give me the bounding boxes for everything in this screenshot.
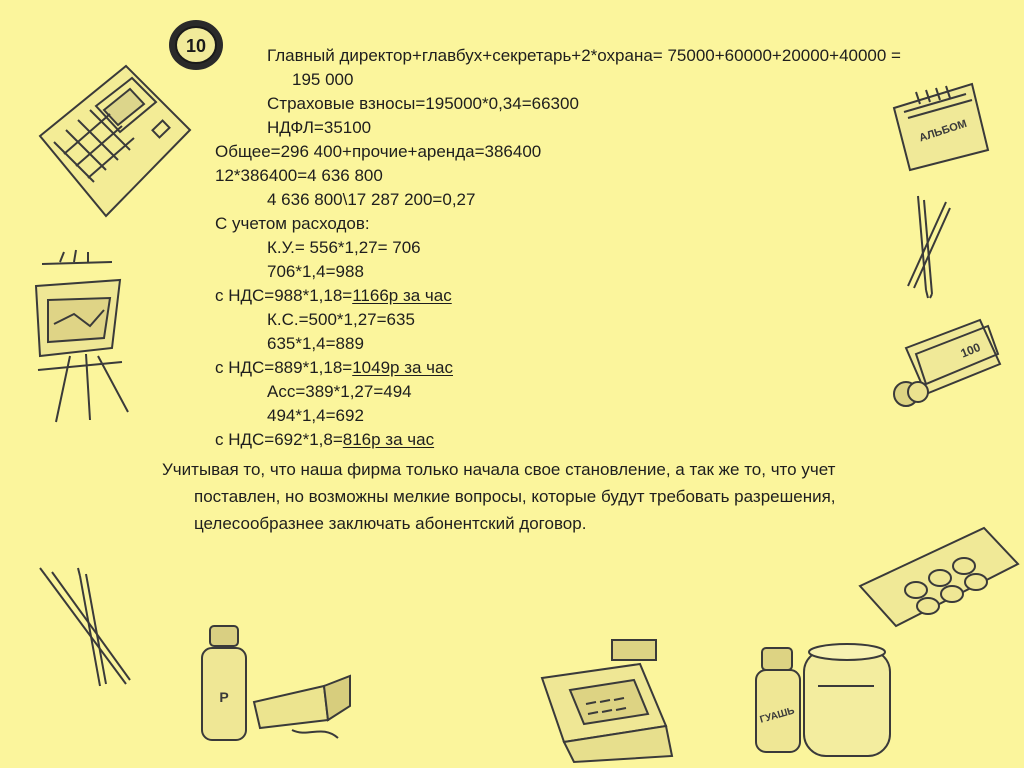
paragraph-line-3: целесообразнее заключать абонентский договор. <box>194 514 587 533</box>
notebook-label: АЛЬБОМ <box>917 117 969 145</box>
jars-icon <box>742 632 898 768</box>
line-6: 12*386400=4 636 800 <box>215 166 383 185</box>
line-16: 494*1,4=692 <box>267 406 364 425</box>
cash-register-icon <box>522 630 688 768</box>
paint-bottles-icon <box>184 620 354 750</box>
brushes-icon <box>30 566 140 690</box>
money-label: 100 <box>958 340 983 361</box>
calculator-icon <box>34 62 196 220</box>
line-10: 706*1,4=988 <box>267 262 364 281</box>
notebook-icon <box>886 78 994 172</box>
bottle-label: Р <box>219 689 229 705</box>
line-14: с НДС=889*1,18=1049р за час <box>215 358 453 377</box>
jar-label: ГУАШЬ <box>758 705 796 726</box>
money-icon <box>884 312 1004 410</box>
line-4: НДФЛ=35100 <box>267 118 372 137</box>
line-13: 635*1,4=889 <box>267 334 364 353</box>
line-11: с НДС=988*1,18=1166р за час <box>215 286 452 305</box>
easel-icon <box>18 244 136 424</box>
paragraph-line-1: Учитывая то, что наша фирма только начала свое становление, а так же то, что учет <box>162 460 836 479</box>
line-3: Страховые взносы=195000*0,34=66300 <box>267 94 579 113</box>
line-1: Главный директор+главбух+секретарь+2*охрана= 75000+60000+20000+40000 = <box>267 46 901 65</box>
paragraph-line-2: поставлен, но возможны мелкие вопросы, которые будут требовать разрешения, <box>194 487 836 506</box>
line-9: К.У.= 556*1,27= 706 <box>267 238 421 257</box>
line-5: Общее=296 400+прочие+аренда=386400 <box>215 142 542 161</box>
pen-pencil-icon <box>890 190 974 300</box>
closing-paragraph <box>162 456 992 537</box>
line-2: 195 000 <box>292 70 354 89</box>
line-12: К.С.=500*1,27=635 <box>267 310 415 329</box>
line-7: 4 636 800\17 287 200=0,27 <box>267 190 476 209</box>
coin-label: 10 <box>185 36 207 56</box>
line-8: С учетом расходов: <box>215 214 370 233</box>
line-15: Асс=389*1,27=494 <box>267 382 412 401</box>
line-17: с НДС=692*1,8=816р за час <box>215 430 435 449</box>
